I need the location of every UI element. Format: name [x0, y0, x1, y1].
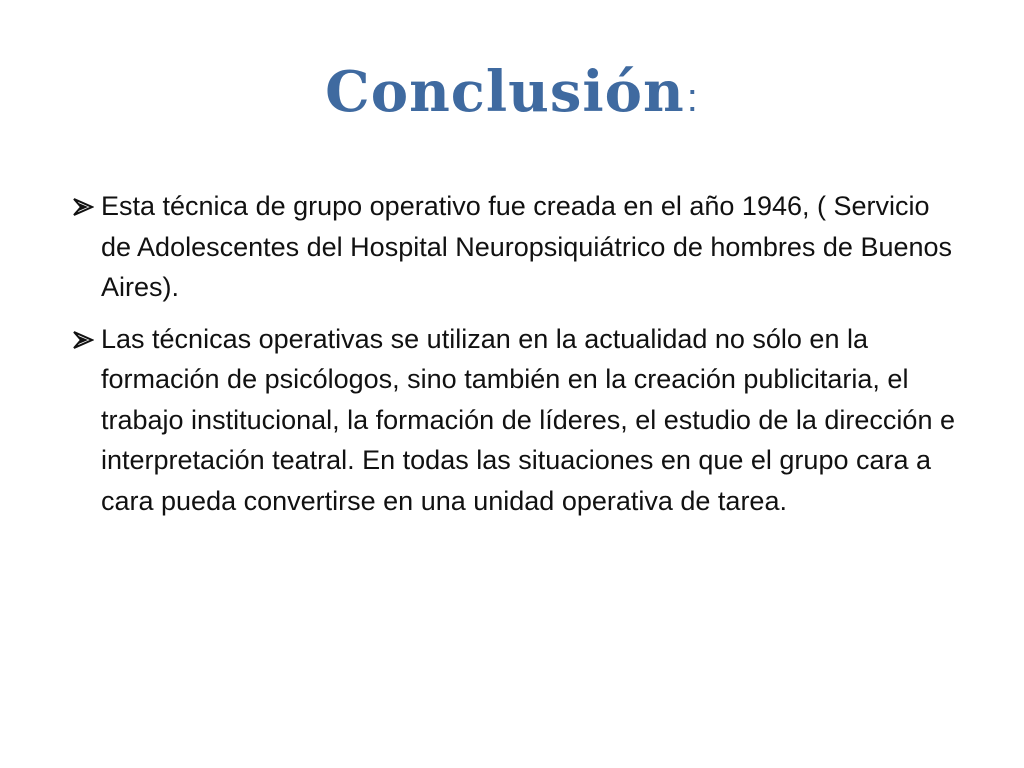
bullet-item: [70, 319, 965, 522]
bullet-text: Esta técnica de grupo operativo fue creada en el año 1946, ( Servicio de Adolescentes del Hospital Neuropsiquiátrico de hombres de Buenos Aires).: [101, 191, 953, 302]
slide-title-text: Conclusión: [325, 59, 685, 125]
slide-title-colon: :: [686, 76, 699, 120]
bullet-text: Las técnicas operativas se utilizan en la actualidad no sólo en la formación de psicólogos, sino también en la creación publicitaria, el trabajo institucional, la formación de líderes, el estudio de la dirección e interpretación teatral. En todas las situaciones en que el grupo cara a cara pueda convertirse en una unidad operativa de tarea.: [101, 323, 955, 516]
arrow-bullet-icon: [72, 331, 94, 349]
bullet-list: [70, 186, 965, 532]
bullet-item: [70, 186, 965, 308]
slide-title: [0, 52, 1024, 138]
arrow-bullet-icon: [72, 198, 94, 216]
